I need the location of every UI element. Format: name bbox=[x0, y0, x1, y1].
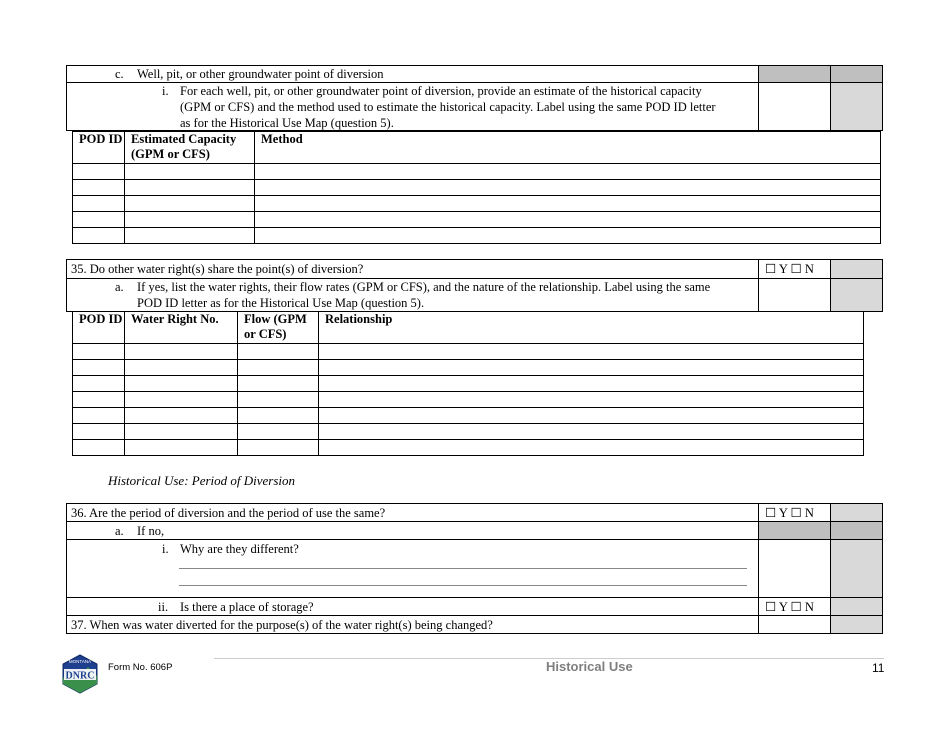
capacity-table-header-row bbox=[73, 132, 881, 164]
table-cell[interactable] bbox=[255, 180, 881, 196]
table-cell[interactable] bbox=[125, 164, 255, 180]
section-c-item-i-line-2: (GPM or CFS) and the method used to estimate the historical capacity. Label using the same POD ID letter bbox=[180, 100, 716, 114]
q36-text: 36. Are the period of diversion and the period of use the same? bbox=[71, 506, 386, 520]
table-cell[interactable] bbox=[255, 228, 881, 244]
section-c-title: Well, pit, or other groundwater point of diversion bbox=[137, 67, 384, 81]
table-cell[interactable] bbox=[125, 212, 255, 228]
q36-answer-cell bbox=[758, 504, 830, 521]
table-cell[interactable] bbox=[125, 180, 255, 196]
q35-sub-a-answer-cell[interactable] bbox=[758, 279, 830, 311]
table-cell[interactable] bbox=[319, 424, 864, 440]
q35-sub-a-line-2: POD ID letter as for the Historical Use Map (question 5). bbox=[137, 296, 425, 310]
table-cell[interactable] bbox=[73, 360, 125, 376]
footer-section-title: Historical Use bbox=[546, 659, 633, 674]
table-cell[interactable] bbox=[125, 344, 238, 360]
table-cell[interactable] bbox=[73, 344, 125, 360]
q35-review-cell bbox=[830, 260, 882, 278]
section-c-item-i-number: i. bbox=[162, 84, 169, 98]
q37-review-cell bbox=[830, 616, 882, 633]
table-cell[interactable] bbox=[238, 440, 319, 456]
table-cell[interactable] bbox=[238, 376, 319, 392]
q35-answer-cell bbox=[758, 260, 830, 278]
q36-sub-i-review-cell bbox=[830, 540, 882, 597]
capacity-header-pod-id: POD ID bbox=[73, 132, 125, 164]
q36-answer-line-1[interactable] bbox=[179, 568, 747, 569]
water-rights-header-row bbox=[73, 312, 864, 344]
q36-sub-i-answer-cell[interactable] bbox=[758, 540, 830, 597]
table-cell[interactable] bbox=[319, 344, 864, 360]
table-cell[interactable] bbox=[73, 180, 125, 196]
capacity-header-estimated-capacity: Estimated Capacity (GPM or CFS) bbox=[125, 132, 255, 164]
water-rights-header-pod-id: POD ID bbox=[73, 312, 125, 344]
dnrc-logo-small-text: MONTANA bbox=[68, 659, 92, 664]
table-cell[interactable] bbox=[238, 360, 319, 376]
footer-form-number: Form No. 606P bbox=[108, 662, 173, 673]
table-cell[interactable] bbox=[73, 408, 125, 424]
table-cell[interactable] bbox=[238, 424, 319, 440]
q35-sub-a-review-cell bbox=[830, 279, 882, 311]
table-cell[interactable] bbox=[319, 392, 864, 408]
q36-sub-ii-review-cell bbox=[830, 598, 882, 615]
water-rights-header-water-right-no: Water Right No. bbox=[125, 312, 238, 344]
section-c-item-i-line-3: as for the Historical Use Map (question 5). bbox=[180, 116, 394, 130]
section-c-label: c. bbox=[115, 67, 124, 81]
table-cell[interactable] bbox=[125, 196, 255, 212]
table-row bbox=[73, 164, 881, 180]
q35-yes-no-checkboxes[interactable]: ☐ Y ☐ N bbox=[765, 262, 814, 276]
table-cell[interactable] bbox=[73, 196, 125, 212]
q36-sub-ii-answer-cell bbox=[758, 598, 830, 615]
table-cell[interactable] bbox=[125, 408, 238, 424]
table-cell[interactable] bbox=[238, 344, 319, 360]
table-cell[interactable] bbox=[255, 212, 881, 228]
table-cell[interactable] bbox=[73, 228, 125, 244]
q35-text: 35. Do other water right(s) share the point(s) of diversion? bbox=[71, 262, 364, 276]
table-row bbox=[73, 408, 864, 424]
q36-sub-ii-yes-no-checkboxes[interactable]: ☐ Y ☐ N bbox=[765, 600, 814, 614]
water-rights-header-flow: Flow (GPM or CFS) bbox=[238, 312, 319, 344]
q36-sub-ii-number: ii. bbox=[158, 600, 169, 614]
table-cell[interactable] bbox=[319, 408, 864, 424]
water-rights-table bbox=[72, 311, 864, 456]
section-c-review-cell bbox=[830, 66, 882, 82]
table-row bbox=[73, 424, 864, 440]
q36-sub-a-label: a. bbox=[115, 524, 124, 538]
capacity-table bbox=[72, 131, 881, 244]
section-c-item-i-answer-cell[interactable] bbox=[758, 83, 830, 130]
table-cell[interactable] bbox=[125, 424, 238, 440]
section-c-answer-cell bbox=[758, 66, 830, 82]
table-cell[interactable] bbox=[319, 376, 864, 392]
table-row bbox=[73, 180, 881, 196]
q36-sub-i-text: Why are they different? bbox=[180, 542, 299, 556]
q36-sub-a-text: If no, bbox=[137, 524, 165, 538]
table-row bbox=[73, 440, 864, 456]
q37-answer-cell[interactable] bbox=[758, 616, 830, 633]
table-cell[interactable] bbox=[125, 360, 238, 376]
table-row bbox=[73, 196, 881, 212]
table-cell[interactable] bbox=[73, 376, 125, 392]
table-row bbox=[73, 392, 864, 408]
q36-sub-a-review-cell bbox=[830, 522, 882, 539]
q35-sub-a-label: a. bbox=[115, 280, 124, 294]
q36-sub-ii-text: Is there a place of storage? bbox=[180, 600, 314, 614]
table-row bbox=[73, 344, 864, 360]
table-cell[interactable] bbox=[73, 440, 125, 456]
table-cell[interactable] bbox=[73, 392, 125, 408]
table-cell[interactable] bbox=[73, 424, 125, 440]
table-cell[interactable] bbox=[238, 392, 319, 408]
table-cell[interactable] bbox=[73, 164, 125, 180]
table-cell[interactable] bbox=[125, 440, 238, 456]
section-c-item-i-review-cell bbox=[830, 83, 882, 130]
table-row bbox=[73, 376, 864, 392]
q36-sub-a-answer-cell bbox=[758, 522, 830, 539]
q36-yes-no-checkboxes[interactable]: ☐ Y ☐ N bbox=[765, 506, 814, 520]
table-row bbox=[73, 228, 881, 244]
table-cell[interactable] bbox=[319, 440, 864, 456]
table-row bbox=[73, 212, 881, 228]
q36-sub-i-number: i. bbox=[162, 542, 169, 556]
table-cell[interactable] bbox=[125, 392, 238, 408]
section-c-item-i-line-1: For each well, pit, or other groundwater point of diversion, provide an estimate of the historical capacity bbox=[180, 84, 702, 98]
dnrc-logo-text: DNRC bbox=[65, 670, 95, 682]
table-cell[interactable] bbox=[255, 196, 881, 212]
q36-review-cell bbox=[830, 504, 882, 521]
table-cell[interactable] bbox=[125, 376, 238, 392]
table-cell[interactable] bbox=[319, 360, 864, 376]
capacity-header-method: Method bbox=[255, 132, 881, 164]
q36-answer-line-2[interactable] bbox=[179, 585, 747, 586]
water-rights-header-relationship: Relationship bbox=[319, 312, 864, 344]
q37-text: 37. When was water diverted for the purpose(s) of the water right(s) being changed? bbox=[71, 618, 493, 632]
table-cell[interactable] bbox=[73, 212, 125, 228]
table-cell[interactable] bbox=[238, 408, 319, 424]
dnrc-logo bbox=[60, 654, 100, 694]
footer-page-number: 11 bbox=[872, 661, 885, 675]
table-row bbox=[73, 360, 864, 376]
table-cell[interactable] bbox=[255, 164, 881, 180]
q35-sub-a-line-1: If yes, list the water rights, their flow rates (GPM or CFS), and the nature of the relationship. Label using the same bbox=[137, 280, 711, 294]
table-cell[interactable] bbox=[125, 228, 255, 244]
section-heading-period-of-diversion: Historical Use: Period of Diversion bbox=[108, 473, 296, 488]
